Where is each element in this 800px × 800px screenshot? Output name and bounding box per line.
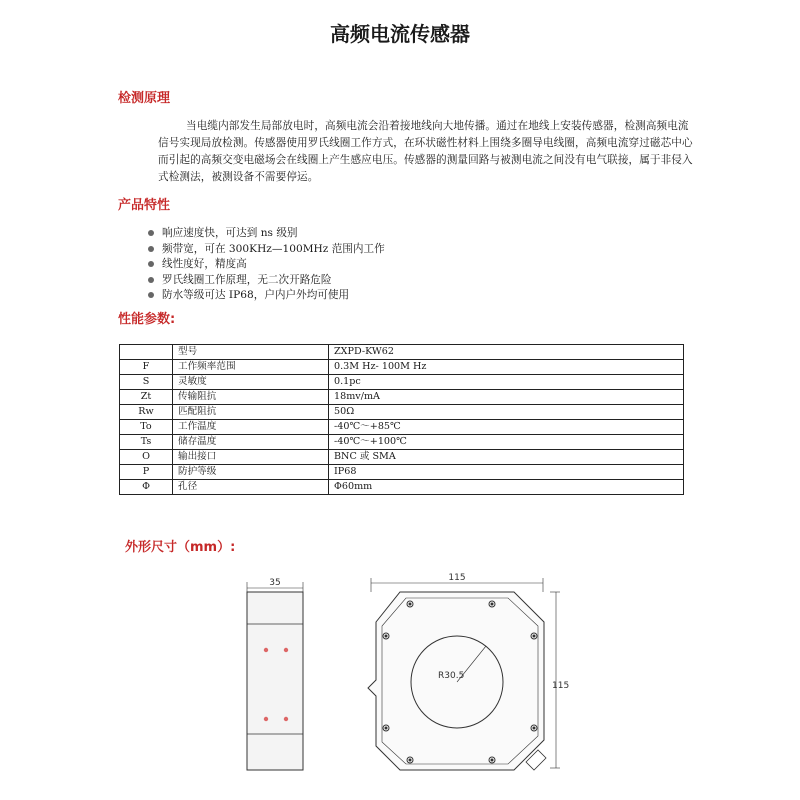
spec-name: 型号 <box>173 345 329 360</box>
spec-value: 50Ω <box>329 405 684 420</box>
table-row <box>120 420 684 435</box>
spec-symbol: S <box>120 375 173 390</box>
table-row <box>120 360 684 375</box>
section-heading-params: 性能参数: <box>118 312 176 327</box>
spec-value: 0.1pc <box>329 375 684 390</box>
spec-name: 工作温度 <box>173 420 329 435</box>
spec-value: 0.3M Hz- 100M Hz <box>329 360 684 375</box>
hole-radius-label: R30.5 <box>438 671 465 681</box>
feature-item: 频带宽，可在 300KHz—100MHz 范围内工作 <box>148 242 385 258</box>
spec-symbol: F <box>120 360 173 375</box>
spec-symbol: O <box>120 450 173 465</box>
spec-name: 储存温度 <box>173 435 329 450</box>
spec-symbol: To <box>120 420 173 435</box>
spec-value: -40℃～+100℃ <box>329 435 684 450</box>
spec-name: 匹配阻抗 <box>173 405 329 420</box>
spec-name: 工作频率范围 <box>173 360 329 375</box>
spec-name: 防护等级 <box>173 465 329 480</box>
feature-item: 防水等级可达 IP68，户内户外均可使用 <box>148 288 385 304</box>
table-row <box>120 480 684 495</box>
spec-name: 灵敏度 <box>173 375 329 390</box>
feature-item: 罗氏线圈工作原理，无二次开路危险 <box>148 273 385 289</box>
spec-value: BNC 或 SMA <box>329 450 684 465</box>
spec-table <box>119 344 684 495</box>
feature-item: 线性度好，精度高 <box>148 257 385 273</box>
spec-symbol: Φ <box>120 480 173 495</box>
principle-paragraph: 当电缆内部发生局部放电时，高频电流会沿着接地线向大地传播。通过在地线上安装传感器，检测高频电流信号实现局放检测。传感器使用罗氏线圈工作方式，在环状磁性材料上围绕多圈导电线圈，高频电流穿过磁芯中心而引起的高频交变电磁场会在线圈上产生感应电压。传感器的测量回路与被测电流之间没有电气联接，属于非侵入式检测法，被测设备不需要停运。 <box>158 120 693 183</box>
side-width-label: 35 <box>269 578 281 588</box>
front-width-label: 115 <box>448 573 466 583</box>
document-title: 高频电流传感器 <box>330 22 470 46</box>
feature-list <box>148 226 385 304</box>
side-view <box>247 582 303 770</box>
spec-value: -40℃～+85℃ <box>329 420 684 435</box>
feature-item: 响应速度快，可达到 ns 级别 <box>148 226 385 242</box>
section-heading-features: 产品特性 <box>118 198 171 213</box>
table-row <box>120 435 684 450</box>
spec-symbol: Ts <box>120 435 173 450</box>
spec-value: 18mv/mA <box>329 390 684 405</box>
table-row <box>120 375 684 390</box>
spec-symbol <box>120 345 173 360</box>
table-row <box>120 405 684 420</box>
spec-symbol: Rw <box>120 405 173 420</box>
section-heading-principle: 检测原理 <box>118 91 171 106</box>
table-row <box>120 390 684 405</box>
front-height-label: 115 <box>552 681 570 691</box>
table-row <box>120 345 684 360</box>
spec-value: IP68 <box>329 465 684 480</box>
spec-name: 输出接口 <box>173 450 329 465</box>
spec-value: Φ60mm <box>329 480 684 495</box>
section-heading-dimensions: 外形尺寸（mm）: <box>125 540 236 555</box>
spec-name: 孔径 <box>173 480 329 495</box>
spec-value: ZXPD-KW62 <box>329 345 684 360</box>
dimension-drawing <box>230 566 590 786</box>
table-row <box>120 450 684 465</box>
spec-symbol: P <box>120 465 173 480</box>
spec-symbol: Zt <box>120 390 173 405</box>
spec-name: 传输阻抗 <box>173 390 329 405</box>
table-row <box>120 465 684 480</box>
